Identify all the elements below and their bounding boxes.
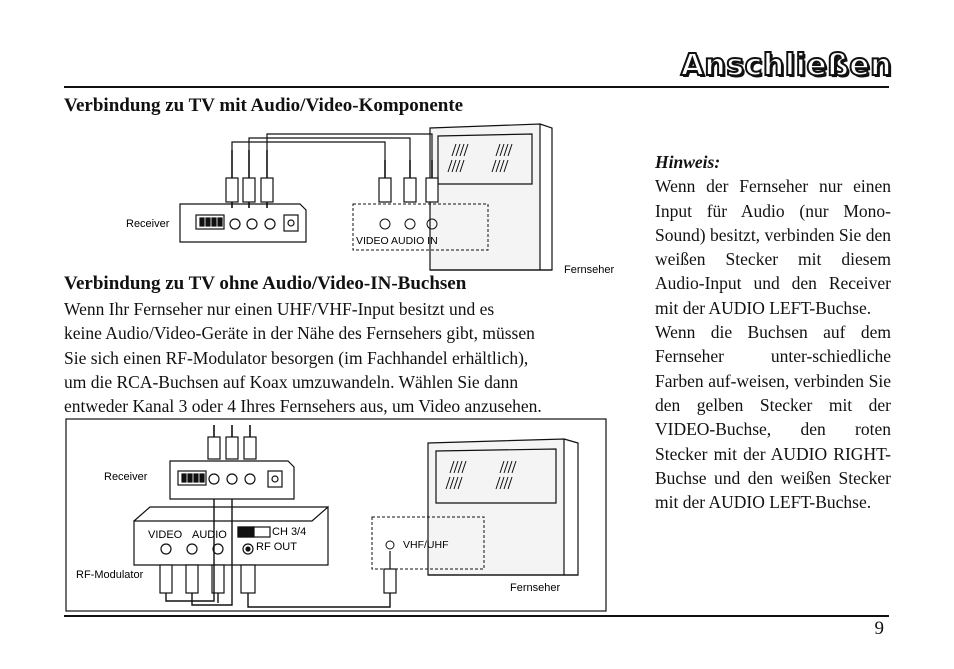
receiver-label-2: Receiver <box>104 471 148 483</box>
section2-body <box>64 297 624 418</box>
hint-paragraph-1: Wenn der Fernseher nur einen Input für Audio (nur Mono-Sound) besitzt, verbinden Sie den weißen Stecker mit diesem Audio-Input und den Receiver mit der AUDIO LEFT-Buchse. <box>655 176 891 318</box>
hint-paragraph-2: Wenn die Buchsen auf dem Fernseher unter-schiedliche Farben auf-weisen, verbinden Sie den gelben Stecker mit der VIDEO-Buchse, den roten Stecker mit der AUDIO RIGHT-Buchse und den weißen Stecker mit der AUDIO LEFT-Buchse. <box>655 322 891 513</box>
page-number: 9 <box>874 618 884 639</box>
body-line: entweder Kanal 3 oder 4 Ihres Fernsehers aus, um Video anzusehen. <box>64 396 542 417</box>
page-title: Anschließen <box>680 48 892 83</box>
receiver-icon-1 <box>180 134 438 242</box>
audio-label: AUDIO <box>192 529 227 541</box>
rfout-label: RF OUT <box>256 541 297 553</box>
body-line: Sie sich einen RF-Modulator besorgen (im Fachhandel erhältlich), <box>64 347 529 368</box>
tv-label-1: Fernseher <box>564 264 615 276</box>
diagram-tv-av <box>120 120 630 280</box>
tv-icon-1 <box>430 124 552 270</box>
rf-modulator-icon <box>134 499 396 607</box>
video-label: VIDEO <box>148 529 183 541</box>
section1-heading: Verbindung zu TV mit Audio/Video-Komponente <box>64 95 464 116</box>
ch-label: CH 3/4 <box>272 526 307 538</box>
bottom-rule <box>64 615 889 617</box>
hint-sidebar <box>655 150 891 514</box>
tv-label-2: Fernseher <box>510 582 561 594</box>
receiver-label-1: Receiver <box>126 218 170 230</box>
top-rule <box>64 86 889 88</box>
vhf-label: VHF/UHF <box>403 539 449 551</box>
body-line: Wenn Ihr Fernseher nur einen UHF/VHF-Input besitzt und es <box>64 299 495 319</box>
body-line: keine Audio/Video-Geräte in der Nähe des Fernsehers gibt, müssen <box>64 323 535 344</box>
receiver-icon-2 <box>170 425 294 499</box>
section2-heading: Verbindung zu TV ohne Audio/Video-IN-Buchsen <box>64 273 467 294</box>
av-jack-label: VIDEO AUDIO IN <box>356 235 438 247</box>
hint-title: Hinweis: <box>655 152 721 172</box>
modulator-label: RF-Modulator <box>76 569 144 581</box>
tv-icon-2 <box>428 439 578 575</box>
body-line: um die RCA-Buchsen auf Koax umzuwandeln. Wählen Sie dann <box>64 371 519 392</box>
diagram-rf-modulator <box>64 417 609 615</box>
